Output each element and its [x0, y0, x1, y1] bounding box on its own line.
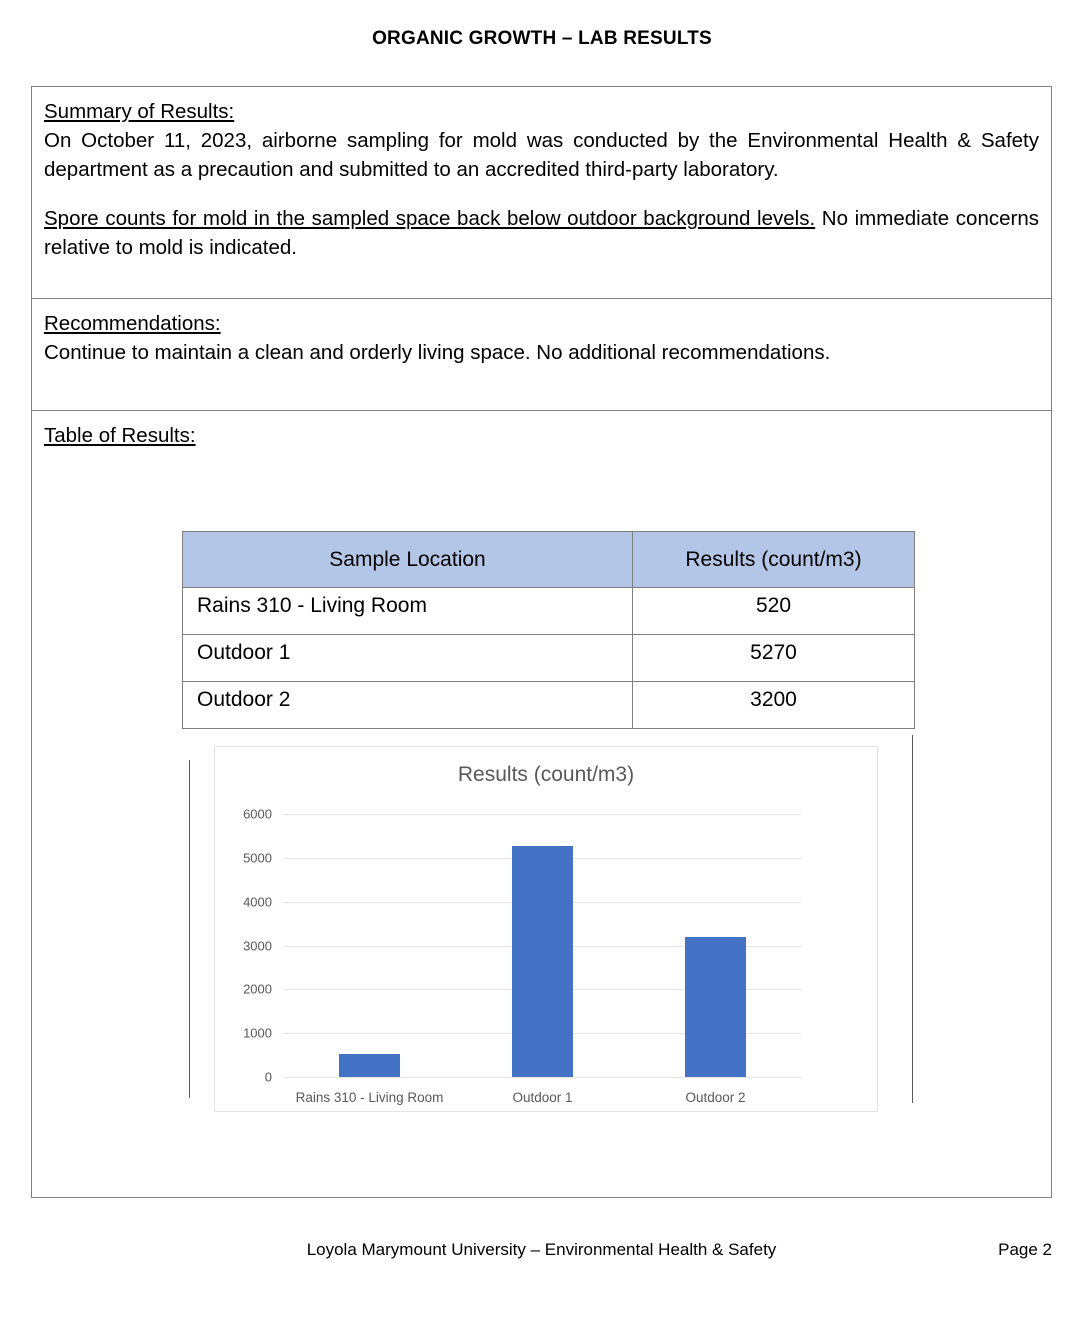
chart-x-axis-category-label: Outdoor 2 — [685, 1090, 746, 1105]
results-table — [182, 531, 915, 729]
table-of-results-heading: Table of Results: — [44, 424, 196, 447]
chart-x-axis-category-label: Outdoor 1 — [512, 1090, 573, 1105]
cell-sample-location: Rains 310 - Living Room — [183, 588, 633, 635]
results-bar-chart — [214, 746, 878, 1112]
recommendations-section — [32, 298, 1051, 410]
chart-x-axis-category-label: Rains 310 - Living Room — [295, 1090, 444, 1105]
chart-y-axis-tick-label: 6000 — [243, 806, 272, 822]
cell-result-value: 3200 — [633, 682, 915, 729]
chart-y-axis-tick-label: 5000 — [243, 850, 272, 866]
chart-y-axis-tick-label: 1000 — [243, 1025, 272, 1041]
summary-paragraph-2 — [44, 204, 1039, 263]
cell-sample-location: Outdoor 1 — [183, 635, 633, 682]
table-row — [183, 682, 915, 729]
table-right-rule-extension — [912, 735, 913, 1103]
page-footer — [31, 1240, 1052, 1264]
chart-y-axis-tick-label: 2000 — [243, 981, 272, 997]
cell-result-value: 5270 — [633, 635, 915, 682]
summary-heading: Summary of Results: — [44, 100, 235, 123]
table-row — [183, 588, 915, 635]
chart-y-axis-tick-label: 3000 — [243, 938, 272, 953]
summary-paragraph-2-rest: No immediate concerns relative to mold is indicated. — [44, 206, 1039, 260]
recommendations-heading: Recommendations: — [44, 312, 221, 335]
footer-page-number: Page 2 — [998, 1240, 1052, 1259]
footer-organization: Loyola Marymount University – Environmental Health & Safety — [306, 1240, 777, 1259]
chart-title: Results (count/m3) — [457, 763, 635, 786]
summary-spacer — [44, 185, 1039, 204]
summary-paragraph-1: On October 11, 2023, airborne sampling for mold was conducted by the Environmental Health & Safety department as a precaution and submitted to an accredited third-party laboratory. — [44, 129, 1039, 182]
chart-y-axis-tick-label: 0 — [264, 1069, 272, 1085]
table-row — [183, 635, 915, 682]
cell-sample-location: Outdoor 2 — [183, 682, 633, 729]
chart-bar — [685, 937, 746, 1077]
chart-gridline — [283, 814, 802, 815]
table-left-rule-extension — [189, 760, 190, 1098]
chart-plot-area — [243, 806, 802, 1105]
table-of-results-section — [32, 410, 1051, 462]
chart-bar — [512, 846, 573, 1077]
results-table-wrapper — [182, 531, 914, 729]
page-title: ORGANIC GROWTH – LAB RESULTS — [372, 28, 712, 49]
chart-gridline — [283, 1077, 802, 1078]
chart-y-axis-tick-label: 4000 — [243, 894, 272, 910]
summary-paragraph-2-underlined: Spore counts for mold in the sampled space back below outdoor background levels. — [44, 206, 816, 230]
summary-section — [32, 87, 1051, 298]
chart-bar — [339, 1054, 400, 1077]
table-header-row — [183, 532, 915, 588]
recommendations-paragraph: Continue to maintain a clean and orderly living space. No additional recommendations. — [44, 341, 831, 365]
column-header-sample-location: Sample Location — [183, 532, 633, 588]
cell-result-value: 520 — [633, 588, 915, 635]
column-header-results: Results (count/m3) — [633, 532, 915, 588]
